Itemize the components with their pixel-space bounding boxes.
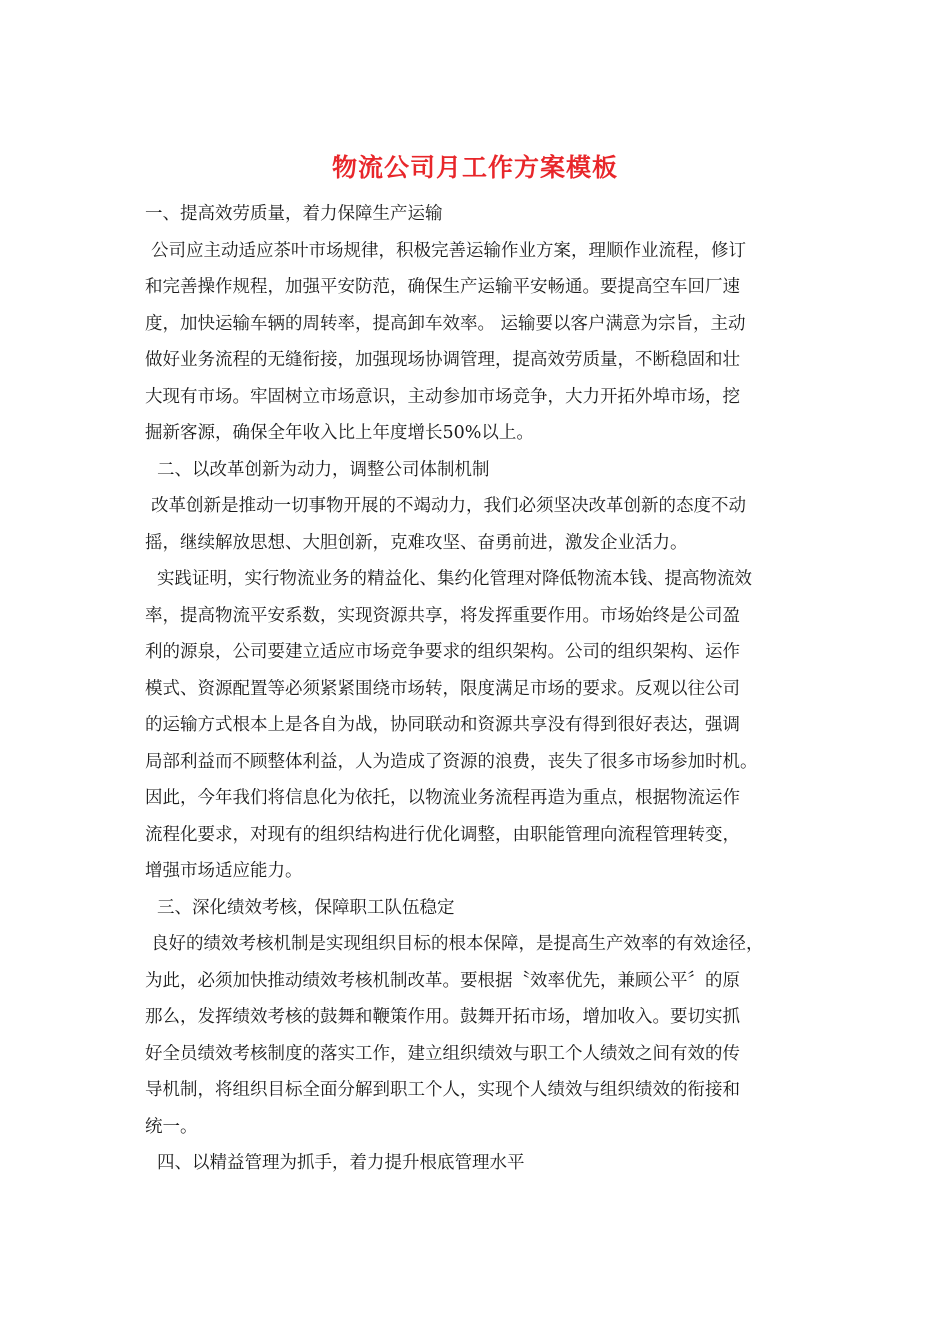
section-heading: 二、以改革创新为动力，调整公司体制机制: [157, 459, 490, 480]
paragraph-line: 大现有市场。牢固树立市场意识，主动参加市场竞争，大力开拓外埠市场，挖: [145, 386, 740, 407]
paragraph-line: 率，提高物流平安系数，实现资源共享，将发挥重要作用。市场始终是公司盈: [145, 605, 740, 626]
paragraph-line: 因此，今年我们将信息化为依托，以物流业务流程再造为重点，根据物流运作: [145, 788, 740, 808]
paragraph-line: 和完善操作规程，加强平安防范，确保生产运输平安畅通。要提高空车回厂速: [145, 277, 740, 297]
paragraph-line: 流程化要求，对现有的组织结构进行优化调整，由职能管理向流程管理转变，: [145, 824, 740, 845]
paragraph-line: 做好业务流程的无缝衔接，加强现场协调管理，提高效劳质量，不断稳固和壮: [145, 350, 740, 370]
paragraph-line: 的运输方式根本上是各自为战，协同联动和资源共享没有得到很好表达，强调: [145, 715, 740, 735]
paragraph-line: 公司应主动适应茶叶市场规律，积极完善运输作业方案，理顺作业流程，修订: [151, 240, 746, 261]
paragraph-line: 模式、资源配置等必须紧紧围绕市场转，限度满足市场的要求。反观以往公司: [145, 678, 740, 699]
paragraph-line: 好全员绩效考核制度的落实工作，建立组织绩效与职工个人绩效之间有效的传: [145, 1043, 740, 1064]
document-body: [145, 196, 825, 1182]
paragraph-line: 那么，发挥绩效考核的鼓舞和鞭策作用。鼓舞开拓市场，增加收入。要切实抓: [145, 1007, 740, 1027]
paragraph-line: 掘新客源，确保全年收入比上年度增长50%以上。: [145, 423, 534, 443]
paragraph-line: 良好的绩效考核机制是实现组织目标的根本保障，是提高生产效率的有效途径，: [151, 934, 764, 954]
paragraph-line: 利的源泉，公司要建立适应市场竞争要求的组织架构。公司的组织架构、运作: [145, 642, 740, 662]
paragraph-line: 统一。: [145, 1116, 198, 1137]
paragraph-line: 为此，必须加快推动绩效考核机制改革。要根据〝效率优先，兼顾公平〞的原: [145, 970, 740, 991]
paragraph-line: 实践证明，实行物流业务的精益化、集约化管理对降低物流本钱、提高物流效: [157, 569, 752, 589]
section-heading: 四、以精益管理为抓手，着力提升根底管理水平: [157, 1153, 525, 1173]
paragraph-line: 度，加快运输车辆的周转率，提高卸车效率。 运输要以客户满意为宗旨，主动: [145, 313, 746, 334]
paragraph-line: 改革创新是推动一切事物开展的不竭动力，我们必须坚决改革创新的态度不动: [151, 496, 746, 516]
paragraph-line: 导机制，将组织目标全面分解到职工个人，实现个人绩效与组织绩效的衔接和: [145, 1080, 740, 1100]
paragraph-line: 摇，继续解放思想、大胆创新，克难攻坚、奋勇前进，激发企业活力。: [145, 532, 688, 553]
document-title: 物流公司月工作方案模板: [331, 153, 618, 182]
section-heading: 一、提高效劳质量，着力保障生产运输: [145, 204, 443, 224]
paragraph-line: 增强市场适应能力。: [145, 861, 303, 881]
paragraph-line: 局部利益而不顾整体利益，人为造成了资源的浪费，丧失了很多市场参加时机。: [145, 751, 758, 772]
section-heading: 三、深化绩效考核，保障职工队伍稳定: [157, 897, 455, 918]
